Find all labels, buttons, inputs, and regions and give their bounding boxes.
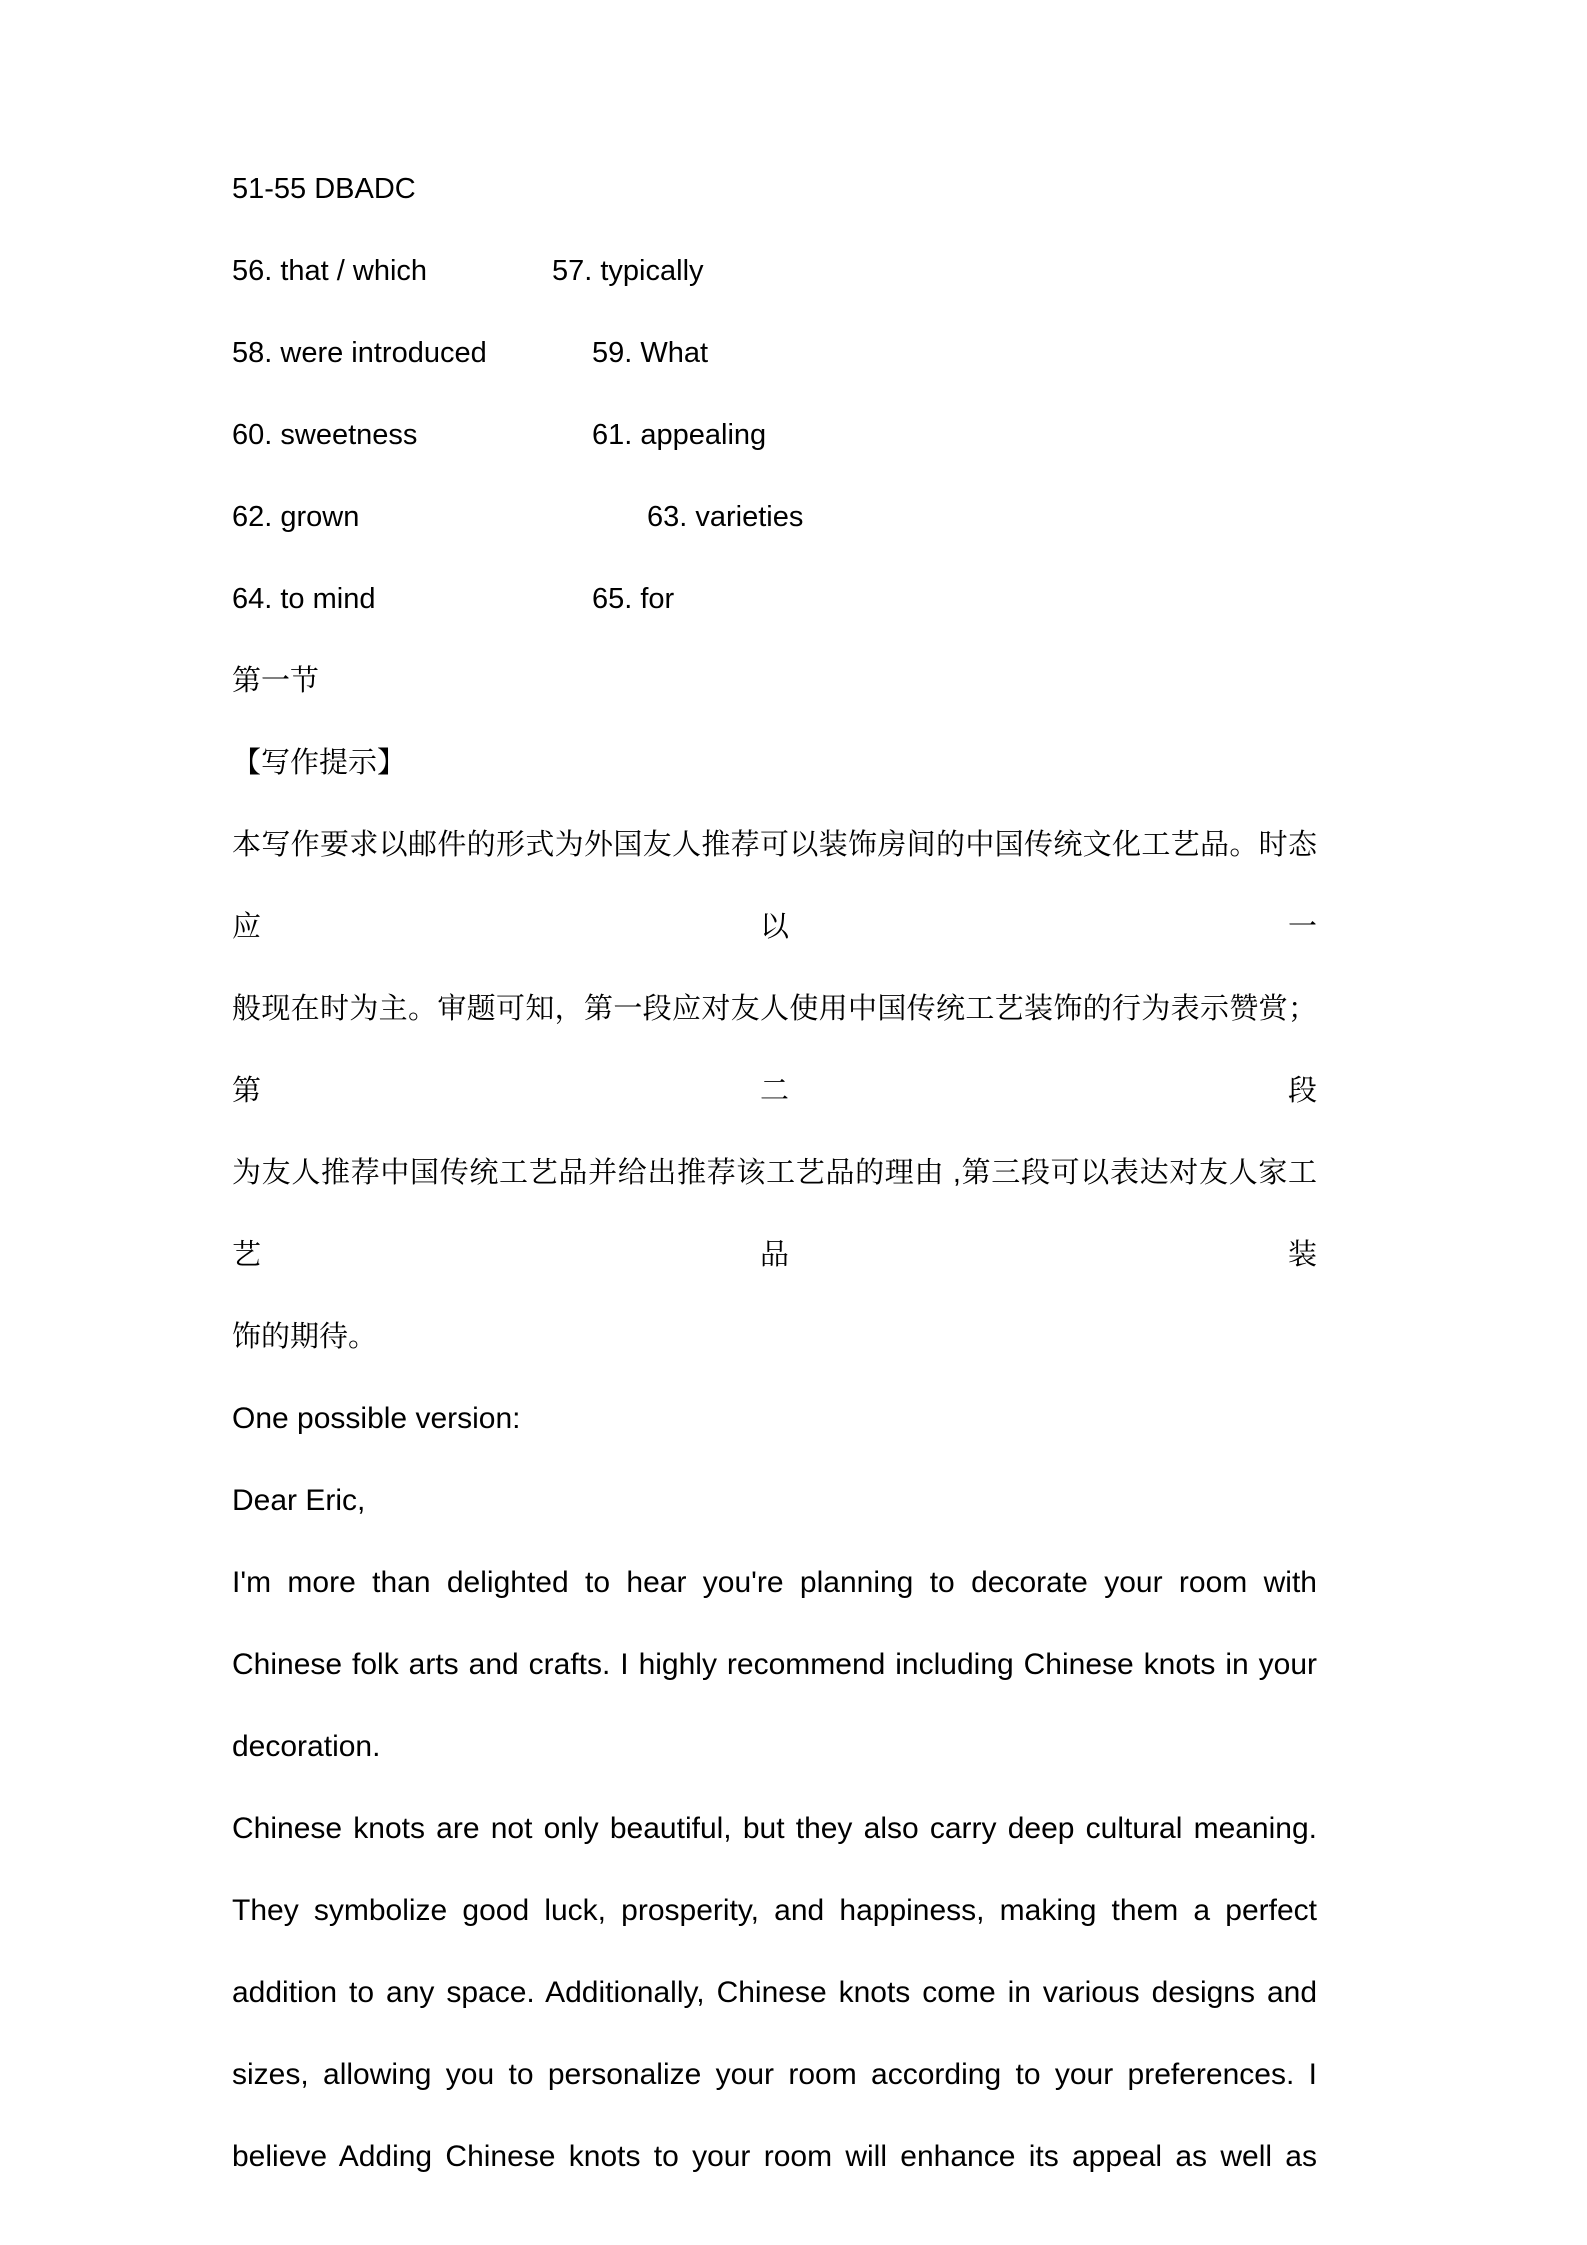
answer-row-64-65 <box>232 558 1317 640</box>
answer-item-63: 63. varieties <box>647 501 804 533</box>
letter-p1-line-2: Chinese folk arts and crafts. I highly recommend including Chinese knots in your <box>232 1648 1317 1681</box>
answer-item-56: 56. that / which <box>232 255 428 287</box>
section-heading: 第一节 <box>232 665 320 697</box>
answer-line-51-55: 51-55 DBADC <box>232 173 416 205</box>
letter-p1-line-1: I'm more than delighted to hear you're planning to decorate your room with <box>232 1566 1317 1599</box>
answer-item-61: 61. appealing <box>592 419 767 451</box>
answer-item-59: 59. What <box>592 337 709 369</box>
letter-p2-line-2: They symbolize good luck, prosperity, and happiness, making them a perfect <box>232 1894 1317 1927</box>
answer-row-56-57 <box>232 230 1317 312</box>
document-body <box>232 148 1317 2198</box>
letter-p2-line-5: believe Adding Chinese knots to your room will enhance its appeal as well as <box>232 2140 1317 2173</box>
letter-paragraph-2 <box>232 1788 1317 2198</box>
letter-p2-line-3: addition to any space. Additionally, Chinese knots come in various designs and <box>232 1976 1317 2009</box>
answer-item-64: 64. to mind <box>232 583 376 615</box>
letter-p2-line-4: sizes, allowing you to personalize your room according to your preferences. I <box>232 2058 1317 2091</box>
letter-salutation: Dear Eric, <box>232 1484 366 1517</box>
answer-item-65: 65. for <box>592 583 675 615</box>
answer-item-60: 60. sweetness <box>232 419 418 451</box>
letter-p2-line-1: Chinese knots are not only beautiful, but they also carry deep cultural meaning. <box>232 1812 1317 1845</box>
answer-item-58: 58. were introduced <box>232 337 487 369</box>
writing-tips-paragraph <box>232 804 1317 1378</box>
answer-row-58-59 <box>232 312 1317 394</box>
answer-item-57: 57. typically <box>552 255 704 287</box>
writing-tips-heading: 【写作提示】 <box>232 747 407 779</box>
letter-p1-line-3: decoration. <box>232 1730 381 1763</box>
version-label: One possible version: <box>232 1402 521 1435</box>
writing-tips-line-2: 般现在时为主。审题可知，第一段应对友人使用中国传统工艺装饰的行为表示赞赏；第二段 <box>232 993 1317 1107</box>
answer-row-60-61 <box>232 394 1317 476</box>
writing-tips-line-3: 为友人推荐中国传统工艺品并给出推荐该工艺品的理由 ,第三段可以表达对友人家工艺品装 <box>232 1157 1317 1271</box>
writing-tips-line-4: 饰的期待。 <box>232 1321 378 1353</box>
answer-item-62: 62. grown <box>232 501 360 533</box>
answer-row-62-63 <box>232 476 1317 558</box>
letter-paragraph-1 <box>232 1542 1317 1788</box>
writing-tips-line-1: 本写作要求以邮件的形式为外国友人推荐可以装饰房间的中国传统文化工艺品。时态应以一 <box>232 829 1317 943</box>
